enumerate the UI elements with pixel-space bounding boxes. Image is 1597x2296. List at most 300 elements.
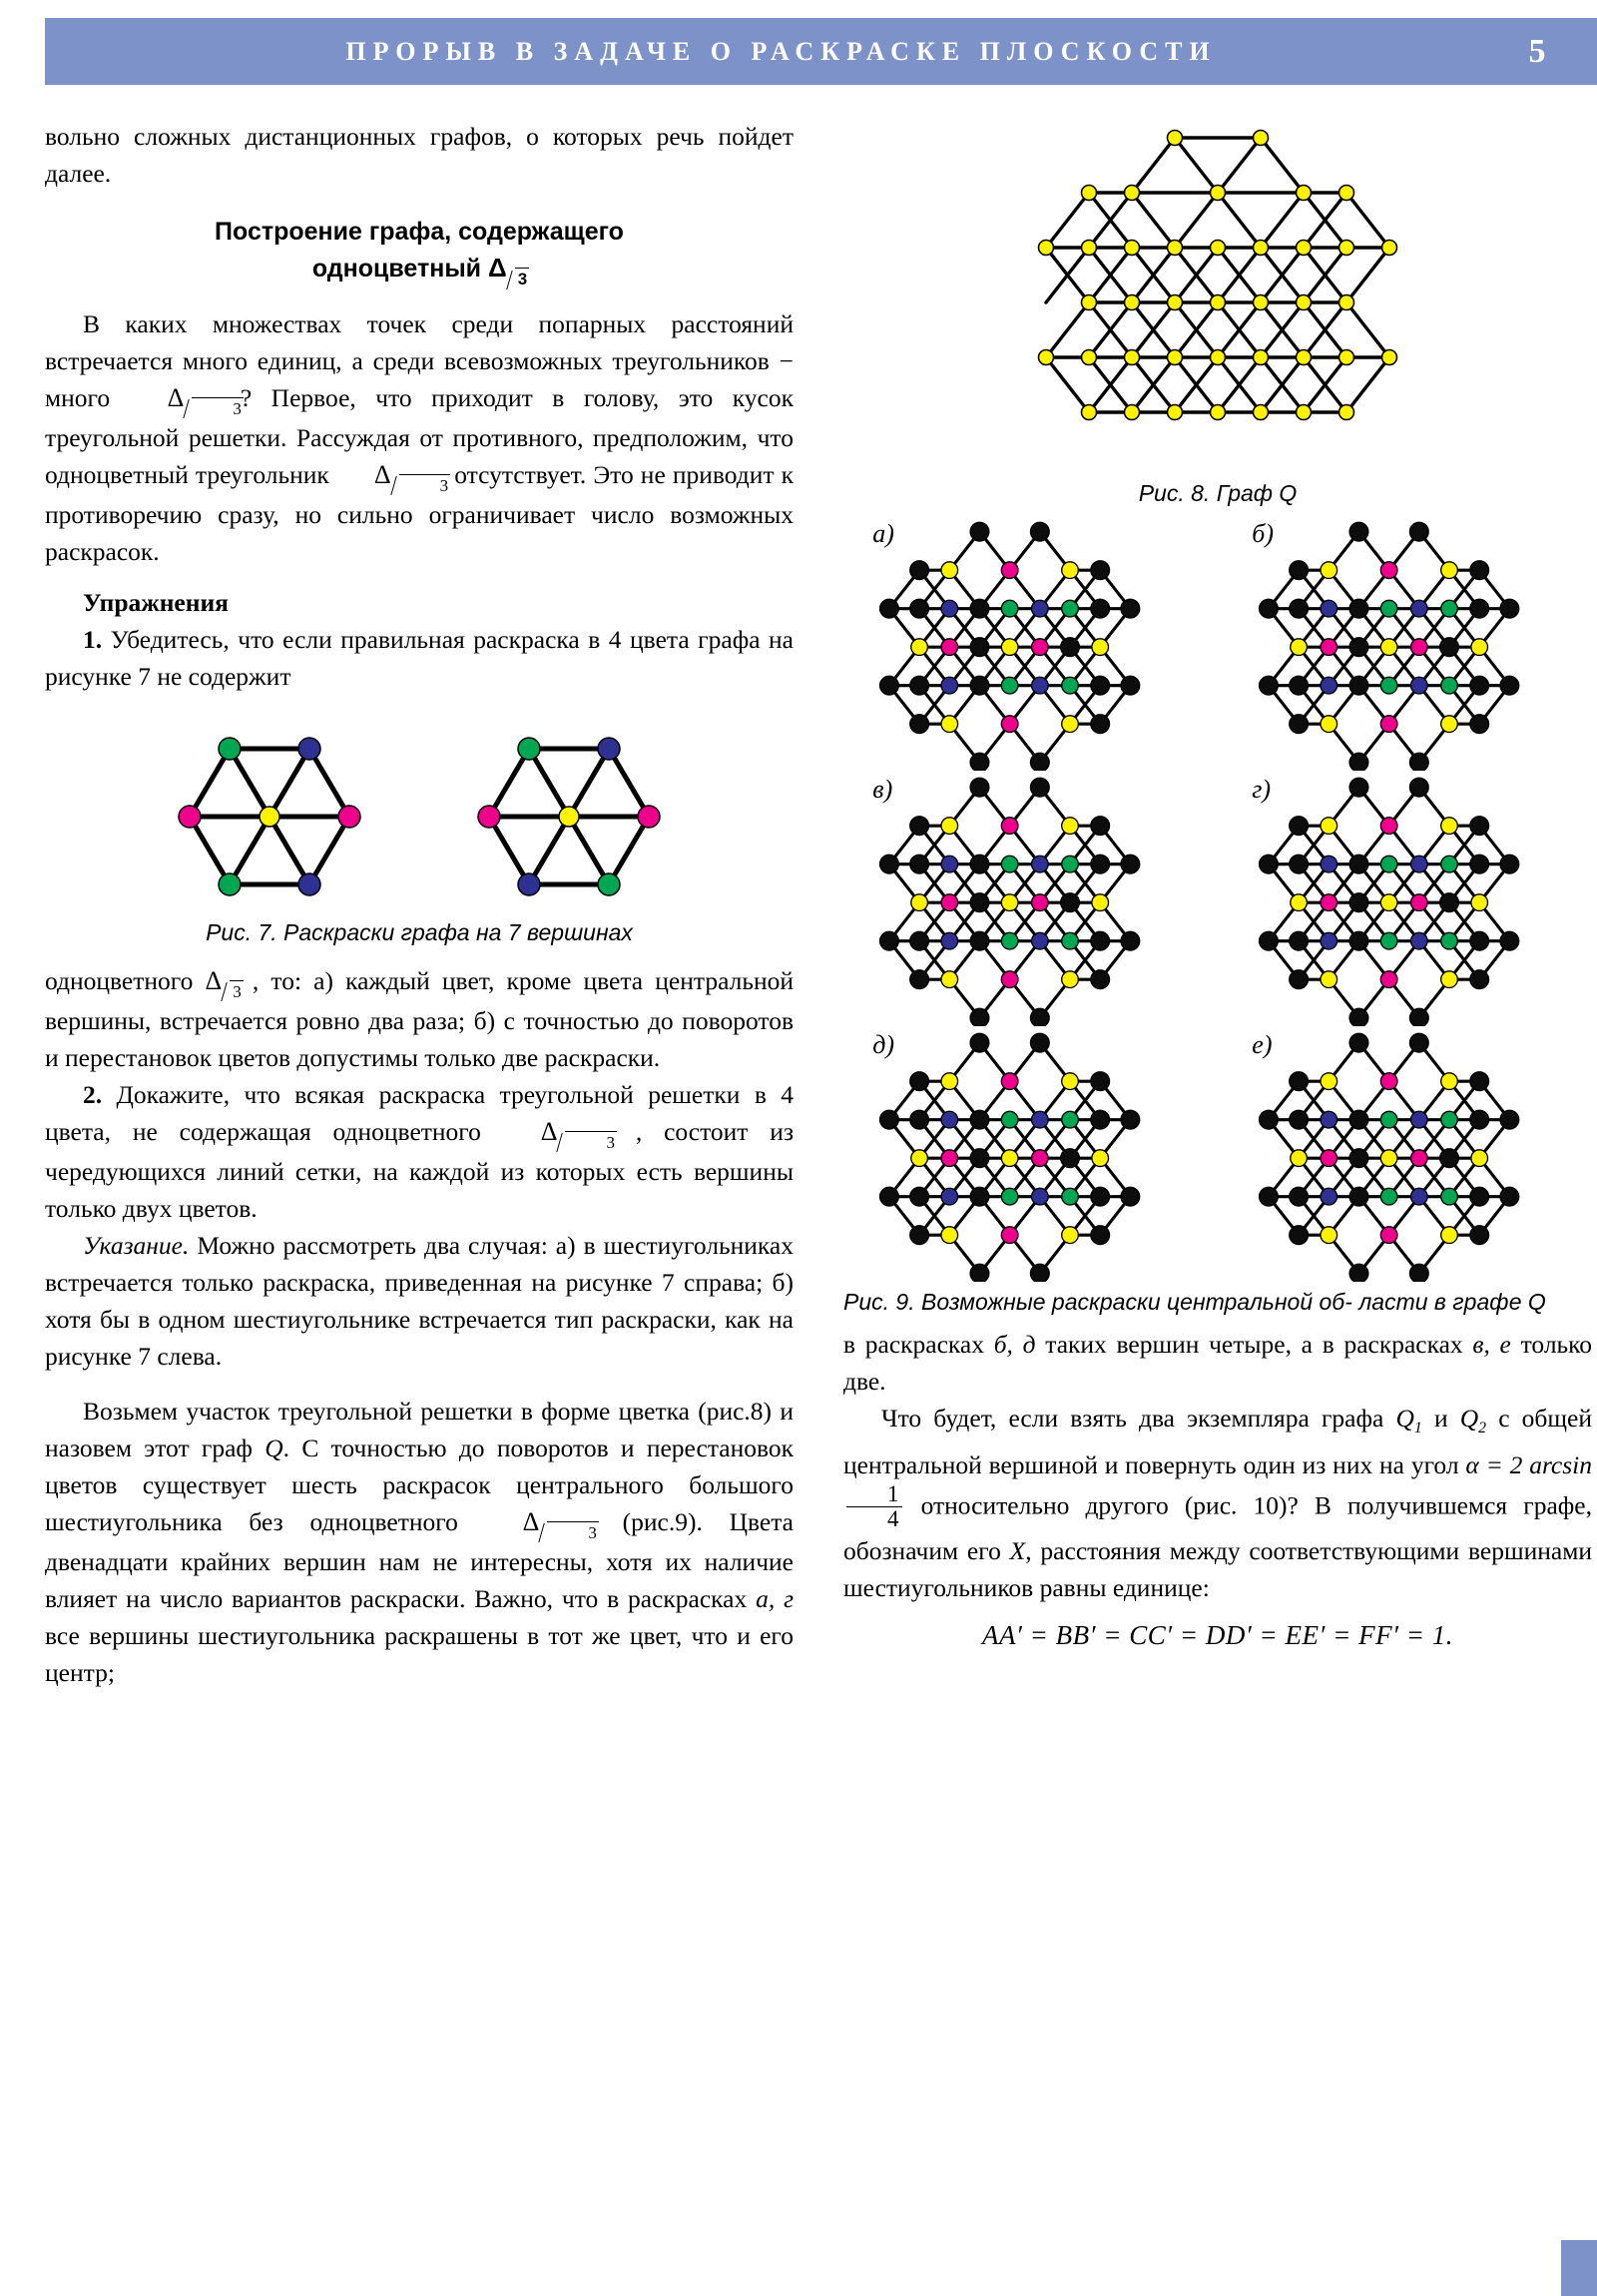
figure-9-vertex	[1032, 600, 1049, 617]
figure-9-vertex	[1470, 855, 1489, 873]
delta-sqrt3-inline-1: Δ $_3$	[130, 379, 241, 419]
figure-9-vertex	[1290, 1072, 1309, 1091]
figure-9-vertex	[1441, 856, 1458, 872]
figure-9-vertex	[1380, 1188, 1397, 1205]
figure-9-vertex	[1411, 600, 1428, 617]
fig7-right-vertex-bottom-right	[598, 873, 620, 895]
figure-9-panel-svg	[843, 771, 1143, 1026]
fig7-right-vertex-bottom-left	[518, 873, 540, 895]
figure-9-vertex	[1471, 639, 1488, 656]
figure-9-vertex	[970, 931, 989, 950]
figure-9-vertex	[1380, 1111, 1397, 1128]
figure-9-vertex	[910, 1110, 929, 1129]
figure-9-vertex	[1321, 1111, 1337, 1128]
figure-9-vertex	[1441, 1073, 1458, 1090]
figure-9-panel	[843, 771, 1213, 1026]
figure-9-vertex	[1441, 677, 1458, 694]
figure-9-vertex	[1380, 818, 1397, 835]
figure-9-vertex	[1470, 1072, 1489, 1091]
figure-9-vertex	[1062, 1073, 1079, 1090]
figure-9-vertex	[1321, 856, 1337, 872]
figure-9-vertex	[1001, 932, 1018, 949]
figure-9-vertex	[941, 716, 958, 733]
figure-9-vertex	[1062, 1111, 1079, 1128]
figure-9-vertex	[1470, 1110, 1489, 1129]
figure-9-vertex	[1291, 1150, 1308, 1167]
figure-9-vertex	[1409, 753, 1428, 771]
figure-9-vertex	[1470, 715, 1489, 734]
figure-7-svg	[110, 717, 729, 906]
figure-9-caption: Рис. 9. Возможные раскраски центральной об- ласти в графе Q	[843, 1289, 1546, 1315]
figure-9-vertex	[1290, 561, 1309, 580]
figure-9-vertex	[910, 817, 929, 836]
figure-9-vertex	[1062, 818, 1079, 835]
figure-9-vertex	[910, 1187, 929, 1206]
figure-9-vertex	[1062, 971, 1079, 988]
figure-9-vertex	[1321, 600, 1337, 617]
figure-9-vertex	[1349, 1033, 1368, 1052]
figure-9-vertex	[1032, 894, 1049, 911]
figure-9-vertex	[1290, 1187, 1309, 1206]
figure-9-vertex	[941, 894, 958, 911]
figure-9-vertex	[1030, 1264, 1049, 1282]
figure-9-vertex	[941, 677, 958, 694]
figure-9-vertex	[1001, 856, 1018, 872]
figure-9-vertex	[1092, 894, 1109, 911]
figure-9-vertex	[1470, 676, 1489, 695]
figure-9-vertex	[911, 1150, 928, 1167]
figure-9-vertex	[1409, 522, 1428, 541]
figure-9-vertex	[1321, 1188, 1337, 1205]
figure-9-panel	[1223, 771, 1592, 1026]
figure-9-vertex	[1380, 639, 1397, 656]
figure-9-vertex	[1290, 817, 1309, 836]
figure-9-vertex	[1411, 1111, 1428, 1128]
figure-9-panel	[843, 1026, 1213, 1282]
page-title: ПРОРЫВ В ЗАДАЧЕ О РАСКРАСКЕ ПЛОСКОСТИ	[345, 36, 1217, 66]
figure-9-vertex	[1470, 1187, 1489, 1206]
alpha-formula: α = 2 arcsin $\frac{1}{4}$	[843, 1450, 1592, 1520]
figure-9-vertex	[1091, 715, 1110, 734]
figure-9-panel-label: б)	[1252, 519, 1275, 549]
figure-9-vertex	[941, 1227, 958, 1244]
figure-9-vertex	[1470, 817, 1489, 836]
figure-9-vertex	[970, 753, 989, 771]
figure-9-vertex	[880, 855, 899, 873]
figure-9-panel-svg	[843, 515, 1143, 771]
figure-9-vertex	[1441, 818, 1458, 835]
figure-9-vertex	[910, 676, 929, 695]
figure-9-vertex	[1260, 1110, 1279, 1129]
figure-9-vertex	[1349, 676, 1368, 695]
figure-9-vertex	[941, 639, 958, 656]
figure-9-vertex	[1440, 893, 1459, 912]
figure-9-vertex	[1121, 931, 1140, 950]
figure-9-vertex	[1471, 1150, 1488, 1167]
figure-9-vertex	[1471, 894, 1488, 911]
figure-9-vertex	[1032, 639, 1049, 656]
fig7-right-vertex-top-right	[598, 738, 620, 760]
figure-9-vertex	[1349, 778, 1368, 797]
fig7-left-vertex-bottom-left	[219, 873, 241, 895]
graph-q2: $Q_2$	[1459, 1404, 1487, 1437]
figure-9-vertex	[1380, 894, 1397, 911]
graph-x-letter: X	[1009, 1536, 1026, 1566]
figure-9-vertex	[1321, 562, 1337, 579]
figure-9-vertex	[1001, 1227, 1018, 1244]
figure-9-panel-label: е)	[1252, 1030, 1273, 1060]
figure-9-vertex	[910, 599, 929, 618]
figure-9-vertex	[1121, 1187, 1140, 1206]
figure-9-vertex	[1062, 1188, 1079, 1205]
figure-9-vertex	[910, 931, 929, 950]
figure-9-vertex	[880, 1187, 899, 1206]
delta-sqrt3-inline-2: Δ $_3$	[336, 456, 447, 496]
figure-9-vertex	[1380, 856, 1397, 872]
section-heading	[45, 214, 794, 289]
figure-9-vertex	[1062, 856, 1079, 872]
figure-9-vertex	[1349, 1149, 1368, 1168]
figure-9-vertex	[1121, 1110, 1140, 1129]
colorings-bd: б, д	[993, 1330, 1036, 1359]
fig7-right-vertex-left	[478, 806, 500, 828]
figure-9-vertex	[1409, 1008, 1428, 1026]
figure-9-vertex	[970, 1149, 989, 1168]
figure-9-vertex	[1291, 894, 1308, 911]
page-header-band	[45, 18, 1597, 85]
graph-q-letter: Q	[265, 1434, 283, 1462]
figure-9-vertex	[1349, 1187, 1368, 1206]
figure-9-vertex	[1349, 1110, 1368, 1129]
figure-9-vertex	[1349, 855, 1368, 873]
para-right-a: в раскрасках б, д таких вершин четыре, а в раскрасках в, е только две.	[843, 1330, 1593, 1396]
figure-9-vertex	[1062, 1227, 1079, 1244]
figure-9-panel	[843, 515, 1213, 771]
figure-9-vertex	[1380, 677, 1397, 694]
figure-9-vertex	[911, 894, 928, 911]
figure-9-vertex	[1091, 855, 1110, 873]
figure-9-panel-label: д)	[872, 1030, 895, 1060]
figure-9-vertex	[1032, 677, 1049, 694]
fraction-one-quarter: $\frac{1}{4}$	[846, 1482, 902, 1531]
colorings-ag: а, г	[756, 1584, 795, 1613]
figure-9-vertex	[1380, 562, 1397, 579]
figure-9-vertex	[1091, 1110, 1110, 1129]
figure-9-vertex	[1321, 894, 1337, 911]
figure-9-vertex	[1409, 1033, 1428, 1052]
figure-9-vertex	[1441, 932, 1458, 949]
figure-9-vertex	[910, 1072, 929, 1091]
figure-9-vertex	[1260, 599, 1279, 618]
figure-9-vertex	[1411, 1150, 1428, 1167]
figure-9-vertex	[880, 931, 899, 950]
figure-9-vertex	[911, 639, 928, 656]
figure-9-vertex	[1500, 1187, 1519, 1206]
figure-9-vertex	[1321, 677, 1337, 694]
figure-9-vertex	[970, 599, 989, 618]
delta-sqrt3-inline-3: Δ $_3$	[206, 962, 241, 1002]
figure-9-vertex	[1441, 1227, 1458, 1244]
figure-9-panel	[1223, 515, 1592, 771]
figure-9-vertex	[1411, 894, 1428, 911]
figure-9-vertex	[941, 562, 958, 579]
figure-9-vertex	[1441, 1111, 1458, 1128]
figure-9-vertex	[1411, 856, 1428, 872]
fig7-left-vertex-center	[260, 807, 279, 827]
figure-9-vertex	[970, 778, 989, 797]
figure-9-vertex	[1349, 893, 1368, 912]
figure-9-panel-svg	[1223, 1026, 1522, 1282]
figure-9-vertex	[1441, 971, 1458, 988]
figure-9-vertex	[1260, 1187, 1279, 1206]
figure-9-vertex	[1121, 599, 1140, 618]
figure-9-vertex	[1470, 599, 1489, 618]
figure-9-vertex	[1121, 676, 1140, 695]
figure-9-vertex	[1290, 599, 1309, 618]
figure-9-vertex	[1500, 599, 1519, 618]
figure-9-vertex	[1091, 817, 1110, 836]
figure-9-vertex	[910, 1226, 929, 1245]
figure-9-vertex	[1380, 1150, 1397, 1167]
figure-9-vertex	[970, 1187, 989, 1206]
exercise-1: 1. Убедитесь, что если правильная раскраска в 4 цвета графа на рисунке 7 не содержит	[45, 625, 794, 691]
figure-9-vertex	[1030, 1008, 1049, 1026]
figure-9-vertex	[1001, 971, 1018, 988]
figure-9-vertex	[1380, 971, 1397, 988]
figure-9-vertex	[1441, 562, 1458, 579]
figure-9-vertex	[970, 1033, 989, 1052]
fig7-right-vertex-center	[559, 807, 579, 827]
figure-9-vertex	[1321, 818, 1337, 835]
figure-9-vertex	[1290, 715, 1309, 734]
figure-9-vertex	[910, 970, 929, 989]
figure-9-vertex	[941, 600, 958, 617]
figure-9-vertex	[970, 638, 989, 657]
figure-9-vertex	[880, 599, 899, 618]
figure-9-vertex	[1291, 639, 1308, 656]
para-2: В каких множествах точек среди попарных расстояний встречается много единиц, а среди всевозможных треугольников − много Δ $_3$? Первое, что приходит в голову, это кусок треугольной решетки. Рассуждая от противного, предположим, что одноцветный треугольник Δ $_3$ отсутствует. Это не приводит к противоречию сразу, но сильно ограничивает число возможных раскрасок.	[45, 309, 795, 566]
figure-9-vertex	[1001, 562, 1018, 579]
fig7-left-vertex-top-left	[219, 738, 241, 760]
figure-9-vertex	[1500, 931, 1519, 950]
figure-9-vertex	[1091, 1226, 1110, 1245]
figure-9-vertex	[1061, 638, 1080, 657]
para-last: Возьмем участок треугольной решетки в форме цветка (рис.8) и назовем этот граф Q. С точностью до поворотов и перестановок цветов существует шесть раскрасок центрального большого шестиугольника без одноцветного Δ $_3$ (рис.9). Цвета двенадцати крайних вершин нам не интересны, хотя их наличие влияет на число вариантов раскраски. Важно, что в раскрасках а, г все вершины шестиугольника раскрашены в тот же цвет, что и его центр;	[45, 1397, 795, 1687]
figure-9-vertex	[1411, 1188, 1428, 1205]
figure-7-caption: Рис. 7. Раскраски графа на 7 вершинах	[206, 919, 633, 945]
figure-8-caption: Рис. 8. Граф Q	[1138, 480, 1298, 506]
figure-9-vertex	[1380, 600, 1397, 617]
figure-9-vertex	[1500, 855, 1519, 873]
fig7-right-vertex-right	[638, 806, 660, 828]
figure-9-vertex	[1121, 855, 1140, 873]
figure-9-vertex	[910, 715, 929, 734]
figure-9-vertex	[910, 561, 929, 580]
figure-9-panel-label: г)	[1252, 775, 1272, 805]
figure-9-vertex	[1441, 1188, 1458, 1205]
figure-9-vertex	[1411, 639, 1428, 656]
figure-9-vertex	[1290, 1110, 1309, 1129]
figure-9-vertex	[1001, 894, 1018, 911]
exercise-2: 2. Докажите, что всякая раскраска треугольной решетки в 4 цвета, не содержащая одноцветного Δ $_3$ , состоит из чередующихся линий сетки, на каждой из которых есть вершины только двух цветов.	[45, 1080, 795, 1223]
figure-9-vertex	[1349, 638, 1368, 657]
para-after-fig7: одноцветного Δ $_3$ , то: а) каждый цвет, кроме цвета центральной вершины, встречается ровно два раза; б) с точностью до поворотов и перестановок цветов допустимы только две раскраски.	[45, 962, 794, 1076]
figure-9-vertex	[1032, 856, 1049, 872]
figure-9-panel-label: в)	[872, 775, 893, 805]
figure-9-vertex	[970, 676, 989, 695]
delta-sqrt3-inline-4: Δ $_3$	[503, 1113, 614, 1153]
figure-9-vertex	[970, 893, 989, 912]
figure-9-panel-label: а)	[872, 519, 894, 549]
figure-9-vertex	[941, 1073, 958, 1090]
figure-9-vertex	[1321, 1073, 1337, 1090]
fig7-right-vertex-top-left	[518, 738, 540, 760]
figure-9-vertex	[1092, 1150, 1109, 1167]
figure-9-vertex	[1409, 1264, 1428, 1282]
figure-9-vertex	[1062, 600, 1079, 617]
figure-9-vertex	[1290, 970, 1309, 989]
figure-9-vertex	[1001, 1073, 1018, 1090]
figure-9-vertex	[1032, 932, 1049, 949]
figure-9-vertex	[941, 1188, 958, 1205]
figure-9-vertex	[1001, 1111, 1018, 1128]
figure-9-vertex	[1001, 639, 1018, 656]
fig7-left-vertex-bottom-right	[298, 873, 320, 895]
hint-label: Указание.	[83, 1231, 190, 1260]
figure-9-vertex	[941, 1150, 958, 1167]
figure-9-vertex	[1032, 1150, 1049, 1167]
figure-9-vertex	[1061, 1149, 1080, 1168]
figure-9-vertex	[880, 1110, 899, 1129]
figure-9-vertex	[1032, 1111, 1049, 1128]
figure-9-vertex	[970, 1264, 989, 1282]
para-continued: вольно сложных дистанционных графов, о которых речь пойдет далее.	[45, 122, 794, 188]
final-formula: AA′ = BB′ = CC′ = DD′ = EE′ = FF′ = 1.	[982, 1620, 1453, 1651]
figure-9-vertex	[1260, 676, 1279, 695]
fig7-left-vertex-right	[338, 806, 360, 828]
figure-9-vertex	[1001, 1150, 1018, 1167]
figure-9-vertex	[1380, 716, 1397, 733]
left-column	[45, 118, 794, 1691]
figure-9-vertex	[1091, 970, 1110, 989]
figure-9-vertex	[1030, 753, 1049, 771]
figure-9-panel-svg	[1223, 515, 1522, 771]
figure-9-vertex	[1380, 932, 1397, 949]
figure-9-vertex	[970, 522, 989, 541]
figure-9-vertex	[1001, 1188, 1018, 1205]
figure-9-vertex	[1030, 522, 1049, 541]
figure-9-vertex	[1349, 753, 1368, 771]
figure-9-vertex	[941, 856, 958, 872]
figure-9-vertex	[1349, 931, 1368, 950]
figure-9-vertex	[1062, 677, 1079, 694]
figure-9-panel	[1223, 1026, 1592, 1282]
figure-9-vertex	[941, 971, 958, 988]
figure-9-vertex	[1470, 970, 1489, 989]
figure-9-vertex	[1091, 931, 1110, 950]
figure-9-vertex	[1500, 676, 1519, 695]
figure-9-vertex	[1470, 1226, 1489, 1245]
figure-9-vertex	[970, 1008, 989, 1026]
figure-9-vertex	[1349, 1264, 1368, 1282]
figure-9-vertex	[1321, 716, 1337, 733]
figure-9-vertex	[1321, 1227, 1337, 1244]
para-right-b: Что будет, если взять два экземпляра графа $Q_1$ и $Q_2$ с общей центральной вершиной и повернуть один из них на угол α = 2 arcsin $\frac{1}{4}$ относительно другого (рис. 10)? В получившемся графе, обозначим его X, расстояния между соответствующими вершинами шестиугольников равны единице:	[843, 1404, 1593, 1603]
figure-9-vertex	[941, 1111, 958, 1128]
figure-9-panel-svg	[1223, 771, 1522, 1026]
figure-9-vertex	[1349, 599, 1368, 618]
figure-9-vertex	[1290, 931, 1309, 950]
figure-9-vertex	[1500, 1110, 1519, 1129]
section-heading-line1: Построение графа, содержащего	[215, 218, 624, 246]
fig7-left-vertex-left	[179, 806, 201, 828]
figure-9-vertex	[1091, 676, 1110, 695]
delta-sqrt3-heading: Δ $_3$	[488, 250, 526, 289]
page-corner-mark	[1561, 2240, 1597, 2296]
figure-9-vertex	[1030, 1033, 1049, 1052]
figure-9-vertex	[1260, 931, 1279, 950]
figure-9-vertex	[970, 855, 989, 873]
figure-9-vertex	[1062, 716, 1079, 733]
figure-9-vertex	[1032, 1188, 1049, 1205]
figure-9-vertex	[1030, 778, 1049, 797]
fig7-left-vertex-top-right	[298, 738, 320, 760]
section-heading-line2: одноцветный	[311, 255, 482, 283]
figure-9-vertex	[1091, 599, 1110, 618]
hint-paragraph: Указание. Можно рассмотреть два случая: а) в шестиугольниках встречается только раскраска, приведенная на рисунке 7 справа; б) хотя бы в одном шестиугольнике встречается тип раскраски, как на рисунке 7 слева.	[45, 1231, 794, 1371]
figure-9-vertex	[941, 932, 958, 949]
figure-7	[45, 717, 794, 906]
figure-9-vertex	[1062, 562, 1079, 579]
figure-8	[843, 118, 1592, 467]
figure-9-vertex	[1091, 1187, 1110, 1206]
figure-9-vertex	[1440, 638, 1459, 657]
exercises-heading: Упражнения	[83, 588, 229, 617]
figure-8-svg	[1003, 118, 1432, 467]
figure-9-vertex	[1001, 716, 1018, 733]
figure-9-vertex	[1441, 600, 1458, 617]
right-column	[843, 118, 1592, 1651]
figure-9-vertex	[1380, 1227, 1397, 1244]
figure-9-vertex	[1411, 677, 1428, 694]
figure-9-vertex	[1470, 561, 1489, 580]
figure-9-vertex	[910, 855, 929, 873]
figure-9-vertex	[941, 818, 958, 835]
figure-9-vertex	[1092, 639, 1109, 656]
figure-9-vertex	[1349, 1008, 1368, 1026]
page-number: 5	[1528, 32, 1546, 70]
delta-sqrt3-inline-5: Δ $_3$	[485, 1503, 596, 1543]
colorings-ve: в, е	[1472, 1330, 1511, 1359]
figure-9-vertex	[1349, 522, 1368, 541]
figure-9-vertex	[1091, 1072, 1110, 1091]
figure-9-vertex	[1321, 639, 1337, 656]
figure-9	[843, 515, 1592, 1282]
figure-9-vertex	[1321, 932, 1337, 949]
figure-9-vertex	[1001, 600, 1018, 617]
figure-8-vertices	[1039, 131, 1397, 420]
figure-9-vertex	[1321, 1150, 1337, 1167]
figure-9-vertex	[1441, 716, 1458, 733]
figure-9-vertex	[1290, 855, 1309, 873]
figure-9-vertex	[1290, 676, 1309, 695]
figure-9-vertex	[1001, 677, 1018, 694]
figure-9-vertex	[1290, 1226, 1309, 1245]
figure-9-panel-svg	[843, 1026, 1143, 1282]
figure-9-vertex	[1091, 561, 1110, 580]
figure-9-vertex	[1380, 1073, 1397, 1090]
figure-9-vertex	[1321, 971, 1337, 988]
